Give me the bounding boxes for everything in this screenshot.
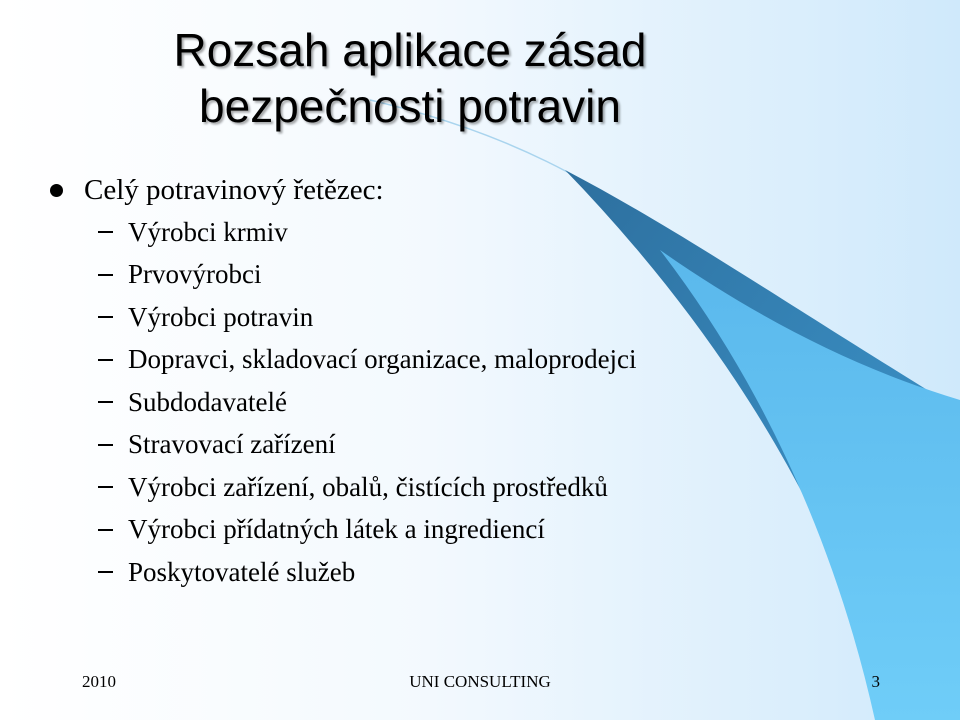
title-line-1: Rozsah aplikace zásad <box>173 24 647 76</box>
list-item <box>98 551 637 594</box>
sub-list <box>98 211 637 594</box>
list-item-text: Prvovýrobci <box>128 259 262 290</box>
dash-icon <box>98 401 113 403</box>
list-item-text: Výrobci potravin <box>128 301 314 332</box>
list-item-text: Subdodavatelé <box>128 386 287 417</box>
list-item <box>98 509 637 552</box>
list-item-text: Výrobci přídatných látek a ingrediencí <box>128 514 545 545</box>
list-item <box>98 466 637 509</box>
main-bullet-text: Celý potravinový řetězec: <box>84 173 384 206</box>
page-number: 3 <box>871 672 880 691</box>
bullet-dot-icon <box>50 184 63 197</box>
dash-icon <box>98 231 113 233</box>
list-item <box>98 296 637 339</box>
list-item <box>98 211 637 254</box>
dash-icon <box>98 571 113 573</box>
title-line-2: bezpečnosti potravin <box>199 80 621 132</box>
list-item <box>98 424 637 467</box>
list-item-text: Výrobci zařízení, obalů, čistících prostředků <box>128 471 608 502</box>
list-item <box>98 339 637 382</box>
list-item-text: Výrobci krmiv <box>128 216 288 247</box>
dash-icon <box>98 316 113 318</box>
dash-icon <box>98 529 113 531</box>
list-item <box>98 381 637 424</box>
slide-title <box>0 22 820 134</box>
footer-company: UNI CONSULTING <box>409 672 551 691</box>
list-item <box>98 254 637 297</box>
main-bullet <box>50 170 384 210</box>
list-item-text: Poskytovatelé služeb <box>128 556 356 587</box>
dash-icon <box>98 359 113 361</box>
dash-icon <box>98 444 113 446</box>
footer-year: 2010 <box>82 672 116 691</box>
dash-icon <box>98 486 113 488</box>
dash-icon <box>98 274 113 276</box>
list-item-text: Stravovací zařízení <box>128 429 336 460</box>
list-item-text: Dopravci, skladovací organizace, maloprodejci <box>128 344 637 375</box>
